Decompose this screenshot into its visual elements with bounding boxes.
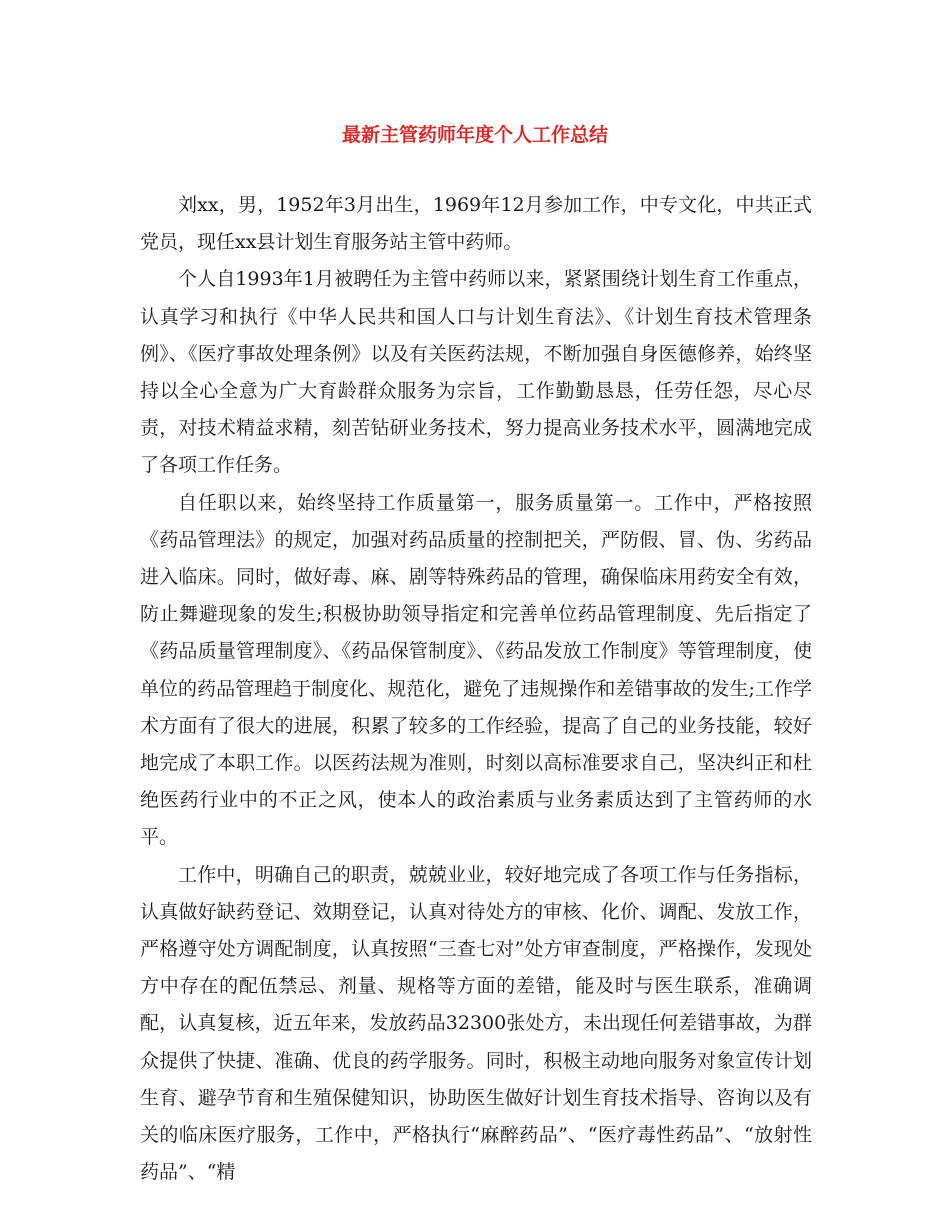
paragraph-3: 自任职以来，始终坚持工作质量第一，服务质量第一。工作中，严格按照《药品管理法》的规定，加强对药品质量的控制把关，严防假、冒、伪、劣药品进入临床。同时，做好毒、麻、剧等特殊药品的管理，确保临床用药安全有效，防止舞避现象的发生;积极协助领导指定和完善单位药品管理制度、先后指定了《药品质量管理制度》、《药品保管制度》、《药品发放工作制度》等管理制度，使单位的药品管理趋于制度化、规范化，避免了违规操作和差错事故的发生;工作学术方面有了很大的进展，积累了较多的工作经验，提高了自己的业务技能，较好地完成了本职工作。以医药法规为准则，时刻以高标准要求自己，坚决纠正和杜绝医药行业中的不正之风，使本人的政治素质与业务素质达到了主管药师的水平。 [140, 491, 812, 849]
document-title: 最新主管药师年度个人工作总结 [341, 124, 608, 146]
paragraph-2: 个人自1993年1月被聘任为主管中药师以来，紧紧围绕计划生育工作重点，认真学习和执行《中华人民共和国人口与计划生育法》、《计划生育技术管理条例》、《医疗事故处理条例》以及有关医药法规，不断加强自身医德修养，始终坚持以全心全意为广大育龄群众服务为宗旨，工作勤勤恳恳，任劳任怨，尽心尽责，对技术精益求精，刻苦钻研业务技术，努力提高业务技术水平，圆满地完成了各项工作任务。 [140, 268, 812, 477]
document-body [140, 187, 812, 1191]
paragraph-1: 刘xx，男，1952年3月出生，1969年12月参加工作，中专文化，中共正式党员，现任xx县计划生育服务站主管中药师。 [140, 194, 812, 254]
paragraph-4: 工作中，明确自己的职责，兢兢业业，较好地完成了各项工作与任务指标，认真做好缺药登记、效期登记，认真对待处方的审核、化价、调配、发放工作，严格遵守处方调配制度，认真按照“三查七对”处方审查制度，严格操作，发现处方中存在的配伍禁忌、剂量、规格等方面的差错，能及时与医生联系，准确调配，认真复核，近五年来，发放药品32300张处方，未出现任何差错事故，为群众提供了快捷、准确、优良的药学服务。同时，积极主动地向服务对象宣传计划生育、避孕节育和生殖保健知识，协助医生做好计划生育技术指导、咨询以及有关的临床医疗服务，工作中，严格执行“麻醉药品”、“医疗毒性药品”、“放射性药品”、“精 [140, 863, 812, 1184]
